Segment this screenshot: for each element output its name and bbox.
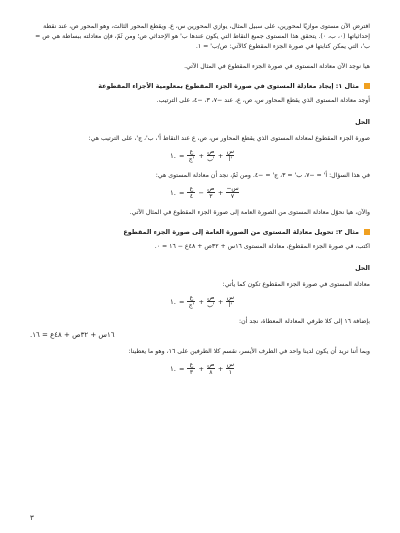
example-2-step-2: بإضافة ١٦ إلى كلا طرفي المعادلة المعطاة، نجد أن: <box>239 318 370 325</box>
example-2-solution-label: الحل <box>355 264 370 272</box>
example-2-question: اكتب، في صورة الجزء المقطوع، معادلة المستوى ١٦س + ٣٢ص + ٤٨ع − ١٦ = ٠. <box>154 243 370 250</box>
page-number: ٣ <box>30 514 34 522</box>
example-1-equation-1: ١. = $\frac{\text{ع}}{\text{ج'}}$ + $\frac{\text{ص}}{\text{ب'}}$ + $\frac{\text{س}}{\text{أ'}}$ <box>170 148 235 163</box>
example-2-equation-1: ١. = $\frac{\text{ع}}{\text{ج'}}$ + $\frac{\text{ص}}{\text{ب'}}$ + $\frac{\text{س}}{\text{أ'}}$ <box>170 294 235 309</box>
square-bullet-icon <box>364 83 370 89</box>
example-2-heading: مثال ٢: تحويل معادلة المستوى من الصورة العامة إلى صورة الجزء المقطوع <box>30 228 370 236</box>
example-1-heading: مثال ١: إيجاد معادلة المستوى في صورة الجزء المقطوع بمعلومية الأجزاء المقطوعة <box>30 82 370 90</box>
example-1-question: أوجد معادلة المستوى الذي يقطع المحاور س، ص، ع، عند −٧، ٣، −٤، على الترتيب. <box>156 97 370 104</box>
example-1-step-1: صورة الجزء المقطوع لمعادلة المستوى الذي يقطع المحاور س، ص، ع عند النقاط أ'، ب'، ج'، على الترتيب هي: <box>88 135 370 142</box>
intro-next: هيا نوجد الآن معادلة المستوى في صورة الجزء المقطوع في المثال الآتي. <box>184 63 370 70</box>
example-2-step-3: وبما أننا نريد أن يكون لدينا واحد في الطرف الأيسر، نقسم كلا الطرفين على ١٦، وهو ما يعطينا: <box>128 348 370 355</box>
example-1-solution-label: الحل <box>355 118 370 126</box>
bridge-paragraph: والآن، هيا نحوّل معادلة المستوى من الصورة العامة إلى صورة الجزء المقطوع في المثال الآتي. <box>129 209 370 216</box>
example-2-equation-2: ١٦س + ٣٢ص + ٤٨ع = ١٦. <box>30 331 115 339</box>
example-2-step-1: معادلة المستوى في صورة الجزء المقطوع تكون كما يأتي: <box>222 281 370 288</box>
inline-equation: ص/ب' = ١. <box>195 43 228 50</box>
intro-paragraph: افترض الآن مستوى موازيًا لمحورين، على سبيل المثال، يوازي المحورين س، ع. ويقطع المحور الثالث، وهو المحور ص، عند نقطة إحداثياتها (٠، ب، ٠). يتحقق هذا المستوى جميع النقاط التي يكون عندها ب' هو الإحداثي ص؛ ومن ثَمّ، فإن معادلته ببساطة هي ص = ب'، التي يمكن كتابتها في صورة الجزء المقطوع كالآتي: ص/ب' = ١. <box>35 23 370 50</box>
example-2-equation-3: ١. = $\frac{\text{ع}}{٣}$ + $\frac{\text{ص}}{٨}$ + $\frac{\text{س}}{١}$ <box>170 361 235 376</box>
example-1-step-2: في هذا السؤال: أ' = −٧، ب' = ٣، ج' = −٤. ومن ثَمّ، نجد أن معادلة المستوى هي: <box>155 172 370 179</box>
square-bullet-icon <box>364 229 370 235</box>
example-1-equation-2: ١. = $\frac{\text{ع}}{٤}$ − $\frac{\text{ص}}{٣}$ + $\frac{\text{−س}}{٧}$ <box>170 185 239 200</box>
